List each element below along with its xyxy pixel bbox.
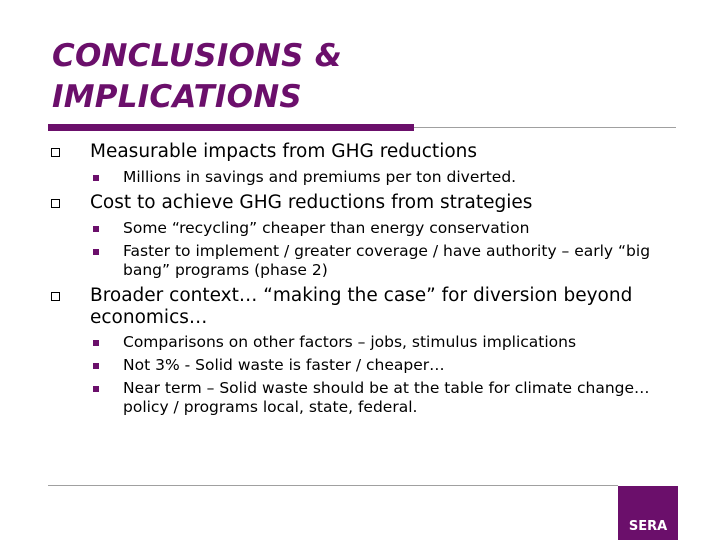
hollow-square-bullet-icon [51, 148, 60, 157]
title-underline-bar [48, 124, 414, 131]
slide-title-line-2: IMPLICATIONS [52, 79, 302, 115]
sera-logo [618, 486, 678, 540]
bullet-2-text: Cost to achieve GHG reductions from strategies [90, 192, 533, 213]
slide-title-line-1: CONCLUSIONS & [52, 38, 342, 74]
filled-square-bullet-icon [93, 340, 99, 346]
footer-rule [48, 485, 618, 486]
sera-logo-text: SERA [628, 519, 668, 534]
bullet-3-sub-1: Comparisons on other factors – jobs, stimulus implications [123, 333, 577, 351]
hollow-square-bullet-icon [51, 199, 60, 208]
bullet-2-sub-1: Some “recycling” cheaper than energy conservation [123, 219, 530, 237]
bullet-3-sub-3: Near term – Solid waste should be at the table for climate change… policy / programs local, state, federal. [123, 379, 650, 416]
hollow-square-bullet-icon [51, 292, 60, 301]
filled-square-bullet-icon [93, 249, 99, 255]
bullet-1-text: Measurable impacts from GHG reductions [90, 141, 478, 162]
bullet-1-sub-1: Millions in savings and premiums per ton diverted. [123, 168, 517, 186]
title-underline-rule [414, 127, 676, 128]
filled-square-bullet-icon [93, 386, 99, 392]
bullet-2-sub-2: Faster to implement / greater coverage / have authority – early “big bang” programs (phase 2) [123, 242, 651, 279]
bullet-3-sub-2: Not 3% - Solid waste is faster / cheaper… [123, 356, 445, 374]
filled-square-bullet-icon [93, 363, 99, 369]
filled-square-bullet-icon [93, 226, 99, 232]
bullet-3-text: Broader context… “making the case” for diversion beyond economics… [90, 285, 633, 328]
filled-square-bullet-icon [93, 175, 99, 181]
slide-title [52, 36, 672, 118]
